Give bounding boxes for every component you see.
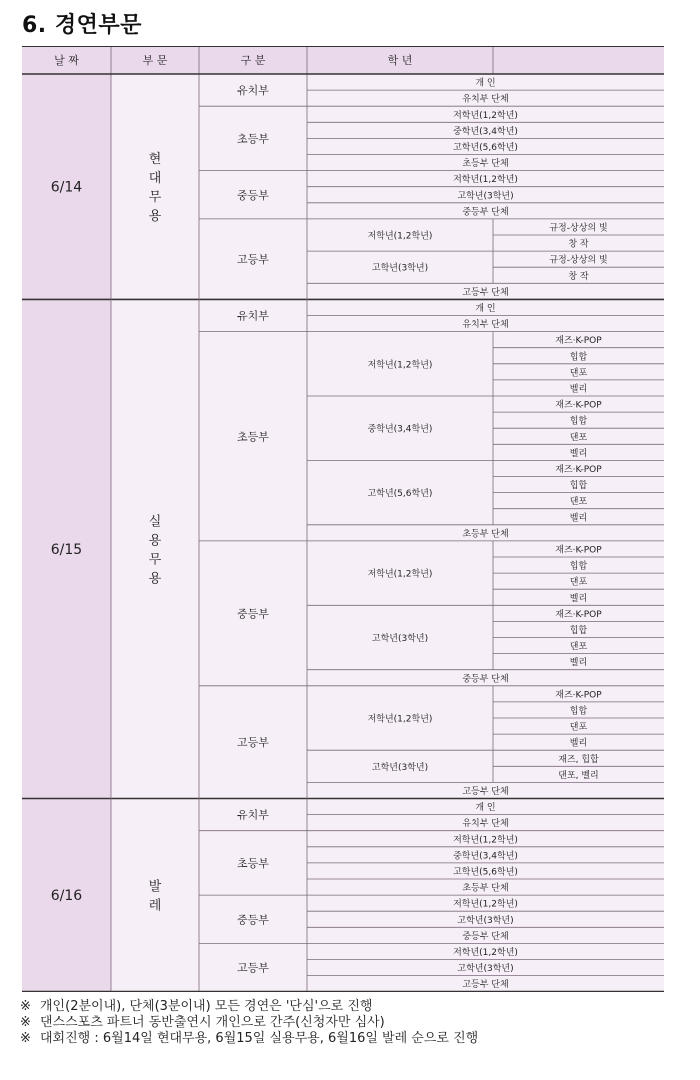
- subcategory-cell: 힙합: [569, 352, 588, 363]
- grade-cell: 중등부 단체: [462, 207, 509, 218]
- grade-cell: 초등부 단체: [462, 529, 509, 540]
- genre-char: 용: [148, 571, 162, 587]
- subcategory-cell: 재즈·K-POP: [555, 400, 602, 411]
- subcategory-cell: 벨리: [569, 593, 588, 604]
- subcategory-cell: 규정-상상의 빛: [549, 223, 608, 234]
- note-mark: ※: [20, 1015, 31, 1030]
- subcategory-cell: 댄포: [569, 497, 588, 508]
- grade-cell: 고학년(3학년): [457, 191, 514, 202]
- genre-char: 현: [148, 152, 162, 168]
- division-cell: 중등부: [237, 188, 269, 202]
- subcategory-cell: 벨리: [569, 738, 588, 749]
- competition-table: [22, 46, 664, 992]
- subcategory-cell: 벨리: [569, 513, 588, 524]
- header-cell: 학 년: [387, 54, 413, 67]
- grade-cell: 저학년(1,2학년): [453, 947, 518, 958]
- notes: [20, 999, 680, 1047]
- subcategory-cell: 힙합: [569, 625, 588, 636]
- grade-cell: 중학년(3,4학년): [453, 126, 518, 137]
- division-cell: 중등부: [237, 913, 269, 927]
- division-cell: 유치부: [237, 309, 269, 323]
- grade-cell: 유치부 단체: [462, 819, 509, 830]
- grade-cell: 고학년(5,6학년): [453, 142, 518, 153]
- subcategory-cell: 댄포: [569, 642, 588, 653]
- grade-cell: 중등부 단체: [462, 931, 509, 942]
- division-cell: 초등부: [237, 132, 269, 146]
- grade-cell: 개 인: [475, 78, 496, 89]
- subcategory-cell: 규정-상상의 빛: [549, 255, 608, 266]
- subcategory-cell: 재즈·K-POP: [555, 336, 602, 347]
- note-item: [20, 1015, 680, 1031]
- note-text: 댄스스포츠 파트너 동반출연시 개인으로 간주(신청자만 심사): [40, 1015, 385, 1030]
- grade-cell: 고등부 단체: [462, 287, 509, 298]
- table-body-bg: [22, 74, 664, 992]
- division-cell: 고등부: [237, 961, 269, 975]
- grade-cell: 개 인: [475, 803, 496, 814]
- grade-cell: 고학년(3학년): [457, 915, 514, 926]
- subcategory-cell: 재즈, 힙합: [558, 754, 599, 765]
- header-cell: 날 짜: [54, 54, 79, 67]
- grade-cell: 초등부 단체: [462, 883, 509, 894]
- subcategory-cell: 댄포: [569, 722, 588, 733]
- subcategory-cell: 재즈·K-POP: [555, 545, 602, 556]
- note-text: 대회진행 : 6월14일 현대무용, 6월15일 실용무용, 6월16일 발레 순으로 진행: [40, 1031, 479, 1046]
- grade-cell: 저학년(1,2학년): [367, 231, 433, 242]
- division-cell: 고등부: [237, 736, 269, 750]
- grade-cell: 고학년(3학년): [371, 263, 429, 274]
- grade-cell: 저학년(1,2학년): [367, 714, 433, 725]
- genre-char: 용: [148, 209, 162, 225]
- division-cell: 초등부: [237, 430, 269, 444]
- subcategory-cell: 댄포: [569, 577, 588, 588]
- subcategory-cell: 벨리: [569, 658, 588, 669]
- subcategory-cell: 창 작: [568, 271, 589, 282]
- page-title: 6. 경연부문: [22, 13, 142, 38]
- subcategory-cell: 벨리: [569, 384, 588, 395]
- subcategory-cell: 재즈·K-POP: [555, 464, 602, 475]
- grade-cell: 고학년(5,6학년): [367, 489, 433, 500]
- note-mark: ※: [20, 999, 31, 1014]
- note-text: 개인(2분이내), 단체(3분이내) 모든 경연은 '단심'으로 진행: [40, 999, 373, 1014]
- grade-cell: 유치부 단체: [462, 320, 509, 331]
- grade-cell: 고학년(3학년): [371, 762, 429, 773]
- grade-cell: 저학년(1,2학년): [367, 569, 433, 580]
- header-cell: 구 분: [240, 54, 266, 67]
- note-mark: ※: [20, 1031, 31, 1046]
- grade-cell: 고학년(5,6학년): [453, 867, 518, 878]
- note-item: [20, 1031, 680, 1047]
- division-cell: 초등부: [237, 856, 269, 870]
- genre-char: 발: [148, 879, 162, 895]
- grade-cell: 중등부 단체: [462, 674, 509, 685]
- grade-cell: 중학년(3,4학년): [453, 851, 518, 862]
- subcategory-cell: 벨리: [569, 448, 588, 459]
- subcategory-cell: 댄포, 벨리: [558, 770, 599, 781]
- grade-cell: 저학년(1,2학년): [453, 899, 518, 910]
- subcategory-cell: 힙합: [569, 481, 588, 492]
- genre-char: 용: [148, 533, 162, 549]
- division-cell: 유치부: [237, 84, 269, 98]
- grade-cell: 저학년(1,2학년): [453, 835, 518, 846]
- note-item: [20, 999, 680, 1015]
- grade-cell: 개 인: [475, 303, 496, 314]
- subcategory-cell: 댄포: [569, 432, 588, 443]
- header-cell: 부 문: [142, 54, 168, 67]
- subcategory-cell: 재즈·K-POP: [555, 690, 602, 701]
- subcategory-cell: 힙합: [569, 706, 588, 717]
- genre-char: 실: [148, 514, 162, 530]
- genre-char: 레: [148, 898, 162, 914]
- genre-char: 무: [148, 552, 162, 568]
- grade-cell: 유치부 단체: [462, 94, 509, 105]
- grade-cell: 고학년(3학년): [457, 964, 514, 975]
- genre-char: 무: [148, 190, 162, 206]
- date-cell: 6/15: [50, 541, 83, 558]
- grade-cell: 저학년(1,2학년): [367, 360, 433, 371]
- grade-cell: 고등부 단체: [462, 980, 509, 991]
- division-cell: 중등부: [237, 607, 269, 621]
- header-bg: [22, 46, 664, 74]
- date-cell: 6/14: [50, 179, 83, 196]
- genre-char: 대: [148, 171, 162, 187]
- subcategory-cell: 힙합: [569, 561, 588, 572]
- grade-cell: 저학년(1,2학년): [453, 175, 518, 186]
- subcategory-cell: 창 작: [568, 239, 589, 250]
- division-cell: 유치부: [237, 808, 269, 822]
- division-cell: 고등부: [237, 253, 269, 267]
- grade-cell: 고학년(3학년): [371, 634, 429, 644]
- grade-cell: 고등부 단체: [462, 786, 509, 797]
- grade-cell: 저학년(1,2학년): [453, 110, 518, 121]
- grade-cell: 중학년(3,4학년): [367, 424, 433, 435]
- grade-cell: 초등부 단체: [462, 159, 509, 170]
- date-cell: 6/16: [50, 888, 83, 905]
- subcategory-cell: 재즈·K-POP: [555, 609, 602, 620]
- subcategory-cell: 힙합: [569, 416, 588, 427]
- subcategory-cell: 댄포: [569, 368, 588, 379]
